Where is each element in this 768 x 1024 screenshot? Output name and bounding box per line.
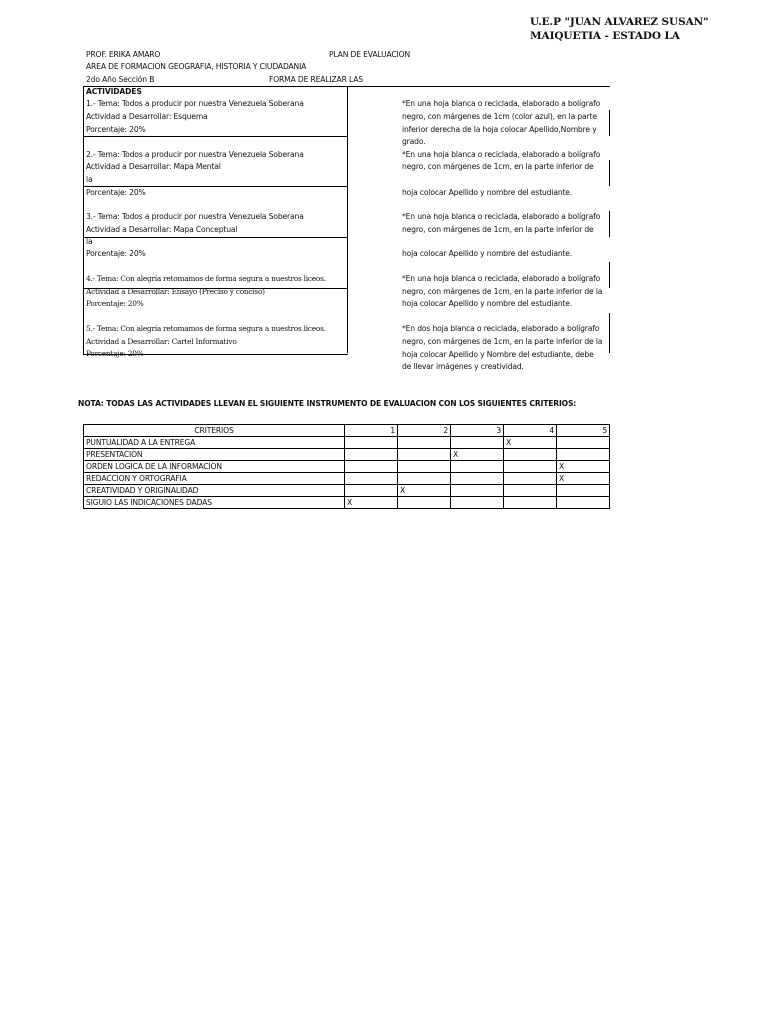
activity-2-form-line: *En una hoja blanca o reciclada, elaborado a bolígrafo <box>402 150 601 159</box>
criterion-name: SIGUIO LAS INDICACIONES DADAS <box>84 497 345 509</box>
school-name: U.E.P "JUAN ALVAREZ SUSAN" <box>530 16 709 28</box>
score-column-header: 5 <box>557 425 610 437</box>
table-row <box>84 437 610 449</box>
criterion-name: ORDEN LOGICA DE LA INFORMACION <box>84 461 345 473</box>
score-cell <box>345 485 398 497</box>
right-border-segment <box>609 160 610 186</box>
criteria-table <box>83 424 610 509</box>
score-cell <box>398 437 451 449</box>
activity-1-percentage: Porcentaje: 20% <box>86 125 146 134</box>
professor-name: PROF. ERIKA AMARO <box>86 50 161 59</box>
score-cell <box>451 461 504 473</box>
score-cell <box>557 485 610 497</box>
activity-1-form-line: grado. <box>402 137 426 146</box>
activities-header: ACTIVIDADES <box>86 87 142 96</box>
score-column-header: 1 <box>345 425 398 437</box>
score-cell <box>504 485 557 497</box>
right-border-segment <box>609 313 610 353</box>
criterion-name: CREATIVIDAD Y ORIGINALIDAD <box>84 485 345 497</box>
score-cell <box>345 461 398 473</box>
score-column-header: 4 <box>504 425 557 437</box>
table-row <box>84 461 610 473</box>
score-cell <box>504 497 557 509</box>
criteria-header: CRITERIOS <box>84 425 345 437</box>
criterion-name: PRESENTACION <box>84 449 345 461</box>
score-cell: X <box>557 461 610 473</box>
activity-5-percentage: Porcentaje: 20% <box>86 349 144 358</box>
score-cell: X <box>398 485 451 497</box>
activity-4-task: Actividad a Desarrollar: Ensayo (Preciso y conciso) <box>86 287 265 296</box>
evaluation-note: NOTA: TODAS LAS ACTIVIDADES LLEVAN EL SIGUIENTE INSTRUMENTO DE EVALUACION CON LOS SIGUIENTES CRITERIOS: <box>78 399 577 408</box>
activity-2-form-line: hoja colocar Apellido y nombre del estudiante. <box>402 188 573 197</box>
activity-1-form-line: inferior derecha de la hoja colocar Apellido,Nombre y <box>402 125 597 134</box>
score-cell: X <box>557 473 610 485</box>
activity-3-fragment: la <box>86 237 93 246</box>
activity-4-form-line: *En una hoja blanca o reciclada, elaborado a bolígrafo <box>402 274 601 283</box>
score-cell <box>557 497 610 509</box>
right-border-segment <box>609 262 610 288</box>
activity-5-topic: 5.- Tema: Con alegría retomamos de forma segura a nuestros liceos. <box>86 324 326 333</box>
activity-5-form-line: negro, con márgenes de 1cm, en la parte inferior de la <box>402 337 603 346</box>
plan-title: PLAN DE EVALUACION <box>329 50 411 59</box>
activity-5-task: Actividad a Desarrollar: Cartel Informativo <box>86 337 237 346</box>
area-title: AREA DE FORMACION GEOGRAFIA, HISTORIA Y CIUDADANIA <box>86 62 307 71</box>
activity-3-form-line: *En una hoja blanca o reciclada, elaborado a bolígrafo <box>402 212 601 221</box>
score-cell <box>557 449 610 461</box>
school-location: MAIQUETIA - ESTADO LA <box>530 30 680 42</box>
criterion-name: REDACCION Y ORTOGRAFIA <box>84 473 345 485</box>
score-cell <box>345 437 398 449</box>
activity-3-form-line: negro, con márgenes de 1cm, en la parte inferior de <box>402 225 594 234</box>
activity-1-form-line: negro, con márgenes de 1cm (color azul), en la parte <box>402 112 597 121</box>
score-cell: X <box>345 497 398 509</box>
activity-4-percentage: Porcentaje: 20% <box>86 299 144 308</box>
activity-4-form-line: negro, con márgenes de 1cm, en la parte inferior de la <box>402 287 603 296</box>
score-cell <box>504 449 557 461</box>
table-row <box>84 497 610 509</box>
activity-1-task: Actividad a Desarrollar: Esquema <box>86 112 208 121</box>
right-border-segment <box>609 110 610 136</box>
activity-3-task: Actividad a Desarrollar: Mapa Conceptual <box>86 225 238 234</box>
score-column-header: 3 <box>451 425 504 437</box>
score-cell: X <box>451 449 504 461</box>
activity-5-form-line: hoja colocar Apellido y Nombre del estudiante, debe <box>402 350 594 359</box>
row-divider <box>83 186 347 187</box>
score-cell <box>451 497 504 509</box>
score-cell <box>557 437 610 449</box>
table-row <box>84 449 610 461</box>
score-cell <box>345 473 398 485</box>
section-label: 2do Año Sección B <box>86 75 155 84</box>
score-cell <box>398 449 451 461</box>
activity-5-form-line: de llevar imágenes y creatividad. <box>402 362 524 371</box>
activity-1-form-line: *En una hoja blanca o reciclada, elaborado a bolígrafo <box>402 99 601 108</box>
activity-2-percentage: Porcentaje: 20% <box>86 188 146 197</box>
right-border-segment <box>609 211 610 237</box>
activity-4-topic: 4.- Tema: Con alegría retomamos de forma segura a nuestros liceos. <box>86 274 326 283</box>
activity-3-topic: 3.- Tema: Todos a producir por nuestra Venezuela Soberana <box>86 212 304 221</box>
score-cell <box>451 473 504 485</box>
score-column-header: 2 <box>398 425 451 437</box>
activity-1-topic: 1.- Tema: Todos a producir por nuestra Venezuela Soberana <box>86 99 304 108</box>
activity-2-topic: 2.- Tema: Todos a producir por nuestra Venezuela Soberana <box>86 150 304 159</box>
criterion-name: PUNTUALIDAD A LA ENTREGA <box>84 437 345 449</box>
score-cell <box>504 473 557 485</box>
top-right-border <box>347 86 610 87</box>
score-cell <box>398 461 451 473</box>
activity-2-fragment: la <box>86 175 93 184</box>
table-row <box>84 473 610 485</box>
score-cell <box>398 497 451 509</box>
activity-3-form-line: hoja colocar Apellido y nombre del estudiante. <box>402 249 573 258</box>
table-header-row <box>84 425 610 437</box>
score-cell <box>398 473 451 485</box>
table-row <box>84 485 610 497</box>
score-cell <box>451 485 504 497</box>
row-divider <box>83 136 347 137</box>
activity-2-form-line: negro, con márgenes de 1cm, en la parte inferior de <box>402 162 594 171</box>
score-cell <box>345 449 398 461</box>
score-cell <box>451 437 504 449</box>
activity-3-percentage: Porcentaje: 20% <box>86 249 146 258</box>
activity-2-task: Actividad a Desarrollar: Mapa Mental <box>86 162 221 171</box>
score-cell <box>504 461 557 473</box>
row-divider <box>83 237 347 238</box>
column-divider <box>347 86 348 353</box>
form-title: FORMA DE REALIZAR LAS <box>269 75 363 84</box>
activity-4-form-line: hoja colocar Apellido y nombre del estudiante. <box>402 299 573 308</box>
activity-5-form-line: *En dos hoja blanca o reciclada, elaborado a bolígrafo <box>402 324 600 333</box>
score-cell: X <box>504 437 557 449</box>
